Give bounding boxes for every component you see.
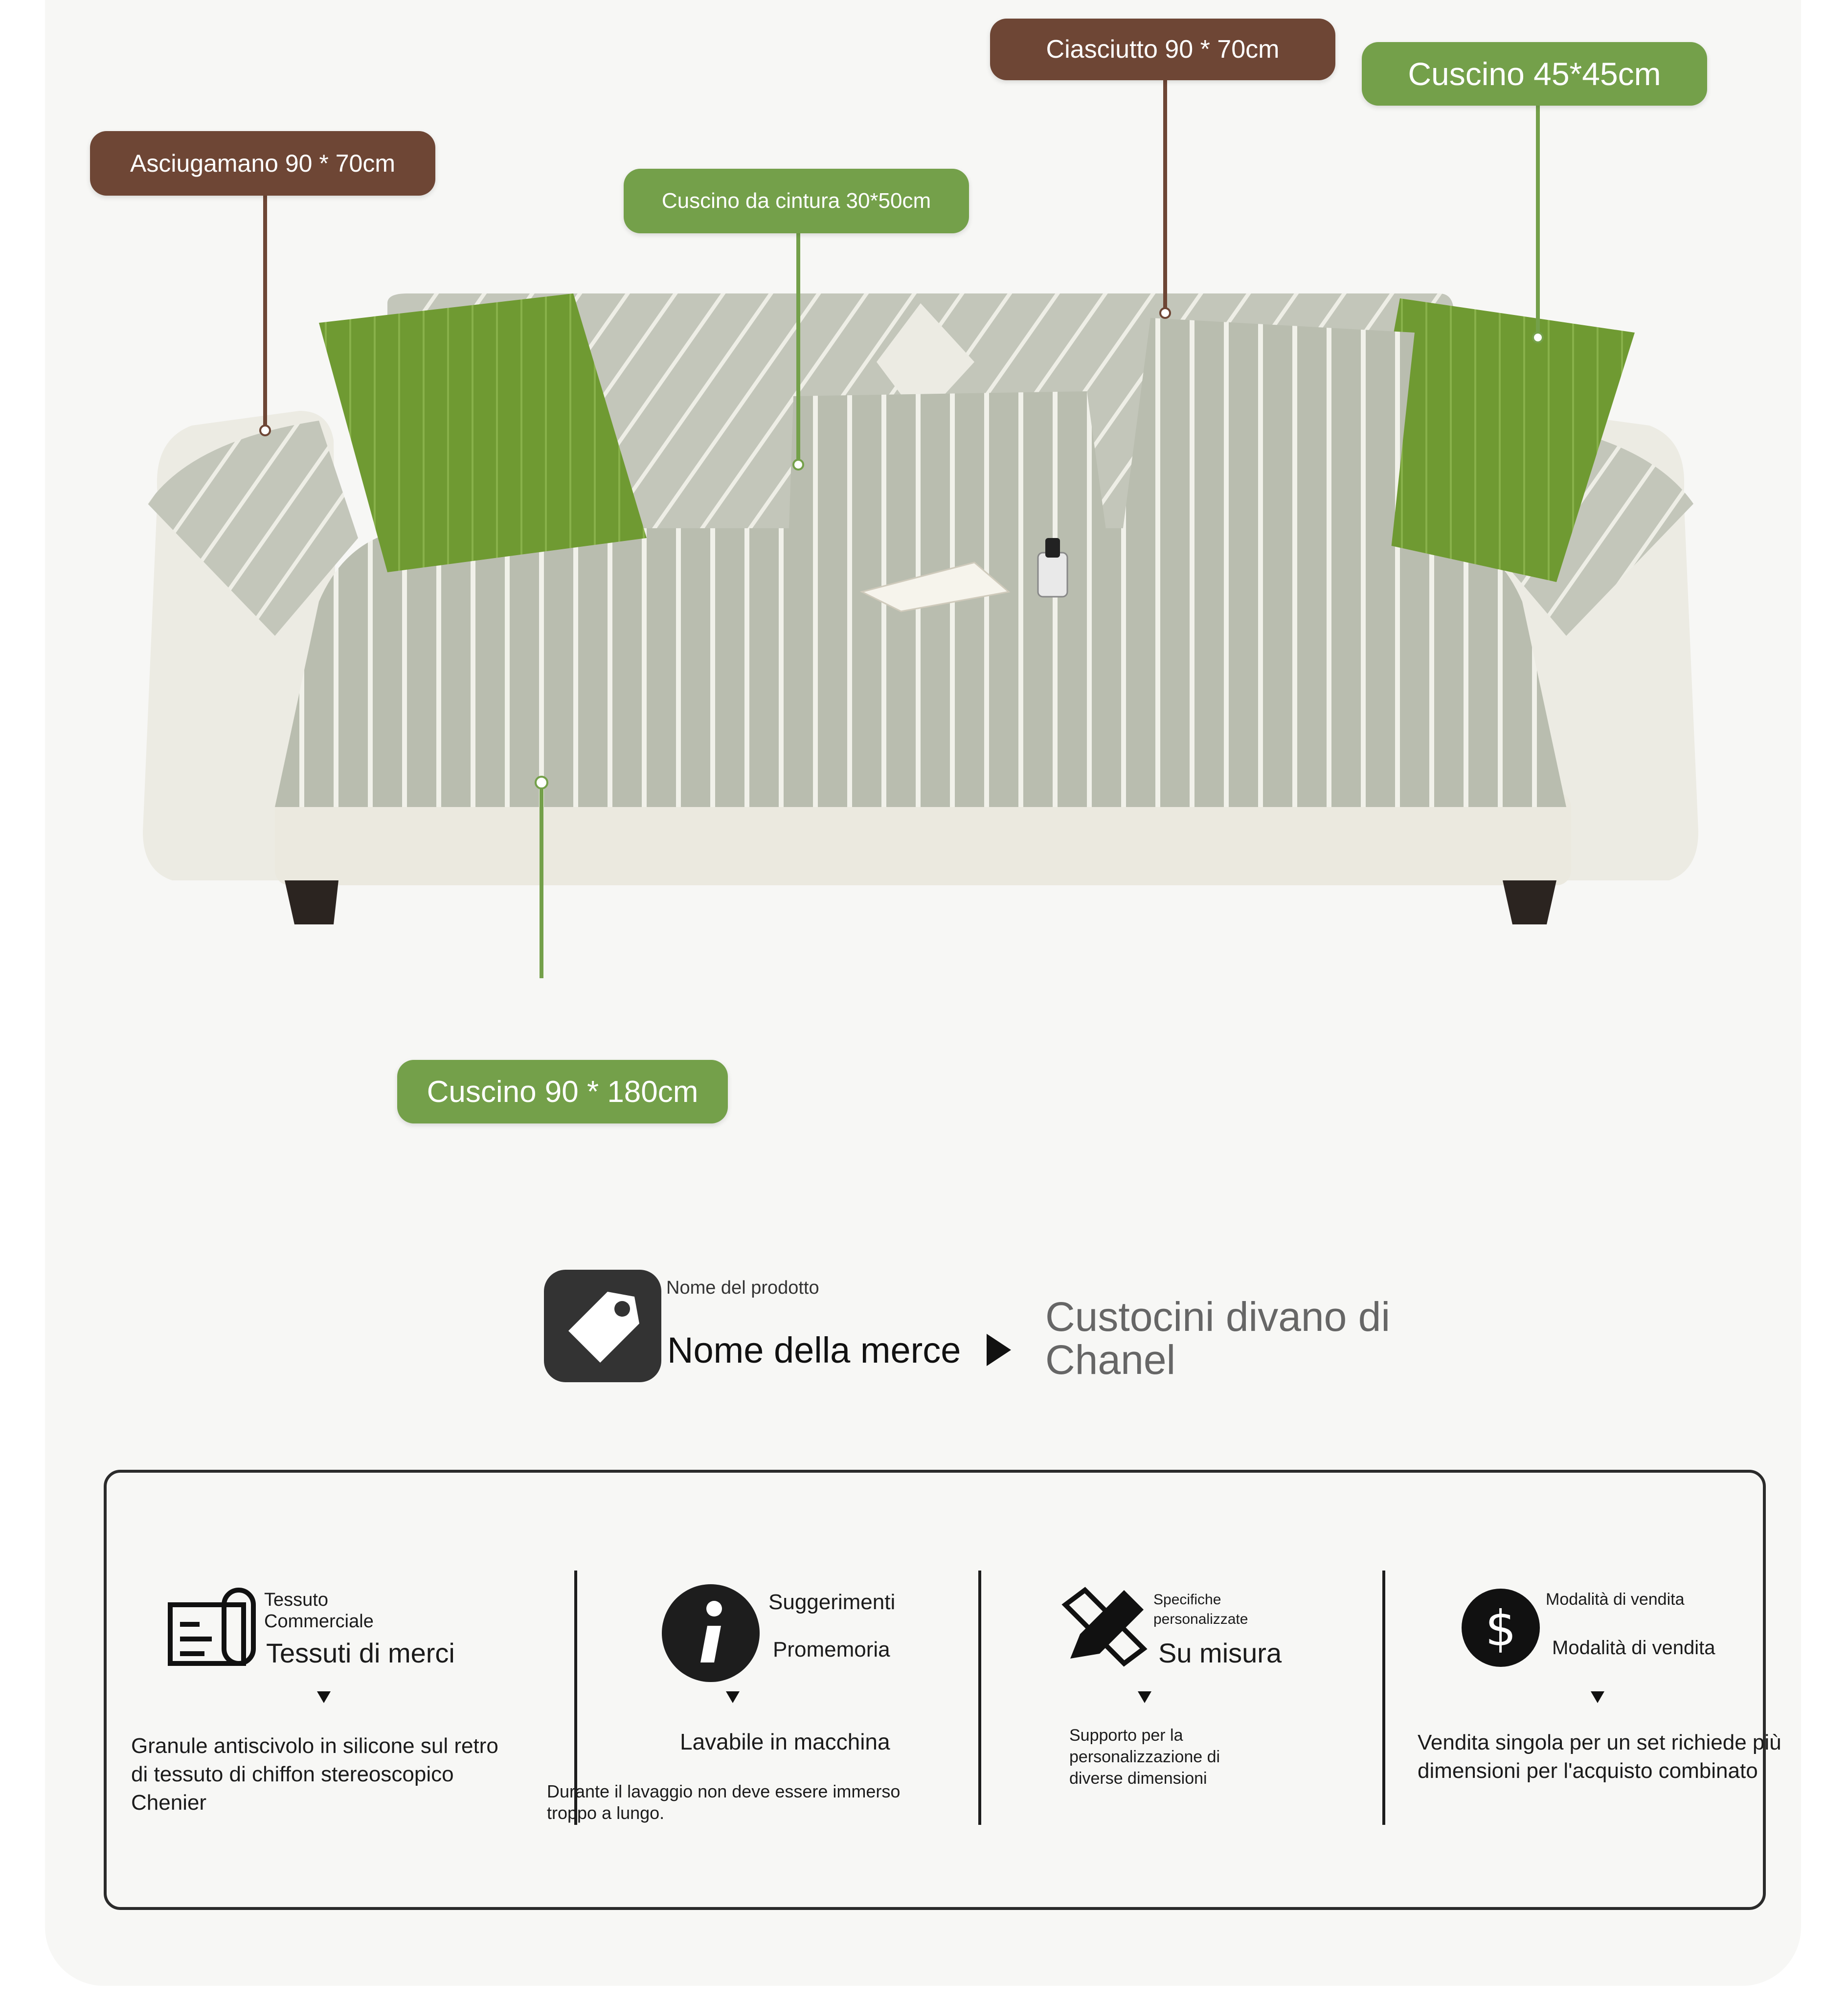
product-card xyxy=(45,0,1801,1986)
feature-4-caption: Modalità di vendita xyxy=(1546,1590,1685,1609)
pencil-ruler-icon xyxy=(1060,1585,1149,1668)
feature-1-caption: Tessuto Commerciale xyxy=(264,1590,374,1632)
tag-pillow: Cuscino 45*45cm xyxy=(1362,42,1707,106)
feature-3-caption: Specifiche personalizzate xyxy=(1153,1592,1248,1627)
info-icon xyxy=(659,1582,762,1684)
tag-seat-cushion: Cuscino 90 * 180cm xyxy=(397,1060,728,1123)
feature-2-caption: Suggerimenti xyxy=(768,1590,896,1614)
product-tag-icon xyxy=(544,1270,661,1382)
tag-waist-pillow: Cuscino da cintura 30*50cm xyxy=(624,169,969,233)
divider xyxy=(1382,1571,1385,1825)
fabric-roll-icon xyxy=(165,1585,263,1668)
down-arrow-icon xyxy=(317,1691,331,1703)
dollar-icon xyxy=(1461,1588,1541,1668)
down-arrow-icon xyxy=(1591,1691,1604,1703)
feature-4-title: Modalità di vendita xyxy=(1552,1637,1715,1659)
tag-towel: Asciugamano 90 * 70cm xyxy=(90,131,435,196)
product-caption: Nome del prodotto xyxy=(666,1278,819,1298)
striped-pillow xyxy=(1121,318,1415,558)
waist-pillow xyxy=(789,391,1106,543)
svg-text:$: $ xyxy=(1485,1600,1516,1657)
feature-2-note: Durante il lavaggio non deve essere immerso troppo a lungo. xyxy=(547,1781,901,1823)
feature-1-title: Tessuti di merci xyxy=(266,1638,455,1668)
down-arrow-icon xyxy=(1138,1691,1151,1703)
product-label: Nome della merce xyxy=(667,1330,961,1370)
price-tag-icon xyxy=(544,1270,661,1382)
feature-3-description: Supporto per la personalizzazione di diverse dimensioni xyxy=(1069,1726,1220,1788)
divider xyxy=(978,1571,981,1825)
seat-cushion xyxy=(275,528,1566,807)
feature-2-description: Lavabile in macchina xyxy=(680,1729,890,1754)
features-panel xyxy=(104,1470,1781,1910)
feature-3-title: Su misura xyxy=(1158,1638,1282,1668)
down-arrow-icon xyxy=(726,1691,740,1703)
tag-towel-2: Ciasciutto 90 * 70cm xyxy=(990,19,1335,80)
feature-1-description: Granule antiscivolo in silicone sul retro di tessuto di chiffon stereoscopico Chenier xyxy=(131,1734,498,1815)
feature-4-description: Vendita singola per un set richiede più dimensioni per l'acquisto combinato xyxy=(1418,1730,1781,1783)
product-value: Custocini divano di Chanel xyxy=(1045,1294,1391,1383)
feature-2-title: Promemoria xyxy=(773,1638,890,1661)
arrow-right-icon xyxy=(984,1331,1014,1369)
